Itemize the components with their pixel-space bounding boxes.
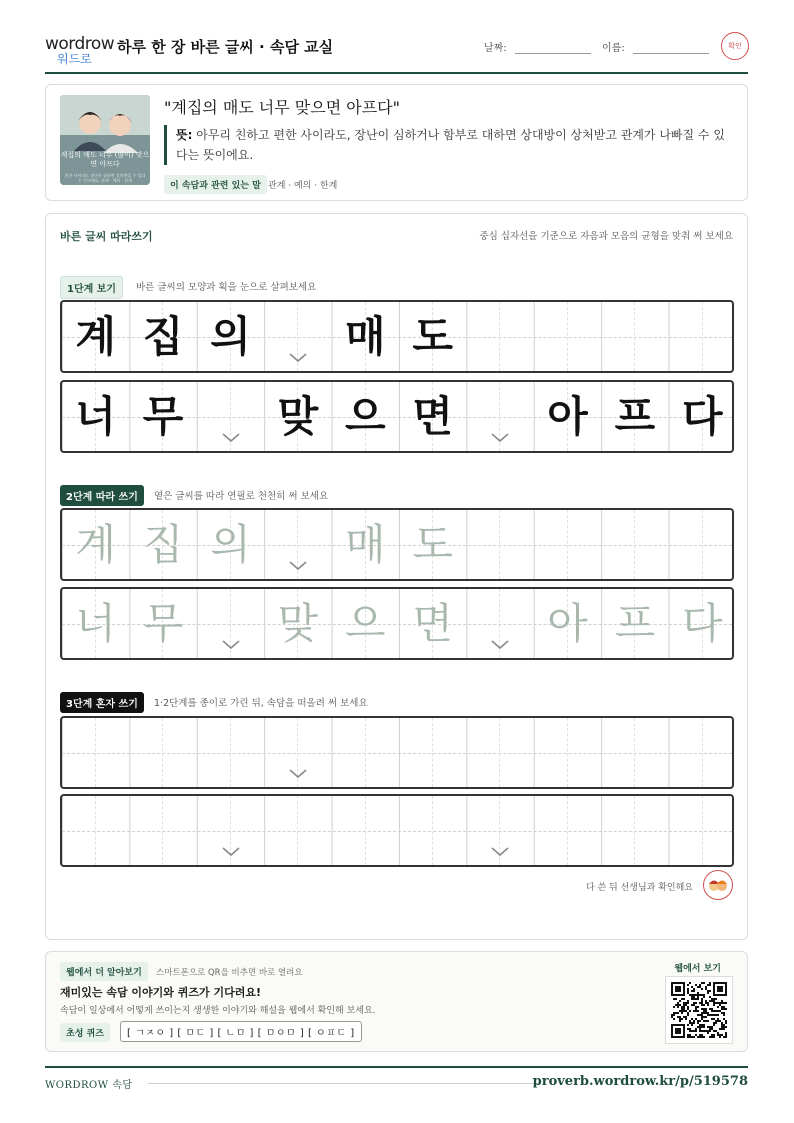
- guide-vline: [432, 718, 433, 787]
- spacing-chevron-icon: [288, 560, 308, 572]
- practice-char: 으: [345, 599, 386, 648]
- guide-vline: [567, 302, 568, 371]
- grid-cell: [534, 302, 601, 371]
- grid-cell[interactable]: [399, 718, 466, 787]
- practice-char: 계: [75, 312, 116, 361]
- grid-cell[interactable]: [399, 796, 466, 865]
- step1-row-2: [60, 380, 734, 453]
- step2-row-1[interactable]: [60, 508, 734, 581]
- spacing-chevron-icon: [490, 639, 510, 651]
- practice-char: 집: [142, 312, 184, 361]
- grid-cell[interactable]: [264, 796, 331, 865]
- kids-icon: [707, 874, 729, 896]
- web-description: 속담이 일상에서 어떻게 쓰이는지 생생한 이야기와 해설을 웹에서 확인해 보세요.: [60, 1006, 376, 1016]
- grid-cell[interactable]: [669, 510, 734, 579]
- date-field[interactable]: [484, 39, 591, 54]
- practice-char: 맞: [277, 392, 319, 441]
- web-section: [45, 951, 748, 1052]
- spacing-chevron-icon: [288, 352, 308, 364]
- logo-text: wordrow: [45, 34, 115, 54]
- logo-subtext: 워드로: [57, 52, 92, 66]
- qr-code-icon[interactable]: [665, 976, 733, 1044]
- proverb-card: [45, 84, 748, 201]
- spacing-chevron-icon: [288, 768, 308, 780]
- grid-cell[interactable]: [197, 718, 264, 787]
- name-field[interactable]: [602, 39, 709, 54]
- grid-cell: [466, 302, 533, 371]
- practice-char: 도: [412, 312, 453, 361]
- practice-char: 의: [210, 520, 251, 569]
- practice-char: 너: [75, 599, 116, 648]
- date-label: 날짜:: [484, 43, 507, 54]
- qr-title: 웹에서 보기: [674, 964, 721, 974]
- guide-vline: [702, 302, 703, 371]
- step3-desc: 1·2단계를 종이로 가린 뒤, 속담을 떠올려 써 보세요: [154, 698, 368, 709]
- practice-panel: [45, 213, 748, 940]
- meaning-label: 뜻:: [176, 128, 193, 142]
- guide-vline: [95, 718, 96, 787]
- guide-vline: [567, 796, 568, 865]
- practice-char: 도: [412, 520, 453, 569]
- practice-title: 바른 글씨 따라쓰기: [60, 230, 153, 243]
- spacing-chevron-icon: [490, 432, 510, 444]
- illustration-subcaption: 친한 사이라도 장난이 심하면 상처받을 수 있다는 뜻이에요. 관계 · 예의 · 한계: [64, 173, 146, 183]
- practice-char: 맞: [277, 599, 319, 648]
- practice-char: 너: [75, 392, 116, 441]
- guide-vline: [162, 718, 163, 787]
- step1-desc: 바른 글씨의 모양과 획을 눈으로 살펴보세요: [136, 282, 317, 293]
- grid-cell[interactable]: [332, 796, 399, 865]
- practice-char: 의: [210, 312, 251, 361]
- guide-vline: [567, 510, 568, 579]
- proverb-illustration: [60, 95, 150, 185]
- grid-cell[interactable]: [466, 718, 533, 787]
- grid-cell[interactable]: [601, 510, 668, 579]
- practice-char: 무: [142, 599, 184, 648]
- guide-vline: [95, 796, 96, 865]
- guide-vline: [365, 718, 366, 787]
- page-title: 하루 한 장 바른 글씨 · 속담 교실: [117, 38, 334, 56]
- guide-vline: [634, 796, 635, 865]
- grid-cell: [601, 302, 668, 371]
- step3-row-2[interactable]: [60, 794, 734, 867]
- guide-vline: [702, 796, 703, 865]
- quiz-hints: [ ㄱㅈㅇ ] [ ㅁㄷ ] [ ㄴㅁ ] [ ㅁㅇㅁ ] [ ㅇㅍㄷ ]: [120, 1021, 362, 1042]
- practice-char: 프: [614, 599, 656, 648]
- practice-char: 무: [142, 392, 184, 441]
- spacing-chevron-icon: [490, 846, 510, 858]
- grid-cell[interactable]: [129, 796, 196, 865]
- practice-char: 프: [614, 392, 656, 441]
- web-sub: 스마트폰으로 QR을 비추면 바로 열려요: [156, 968, 303, 978]
- spacing-chevron-icon: [221, 846, 241, 858]
- step1-row-1: [60, 300, 734, 373]
- name-label: 이름:: [602, 43, 625, 54]
- meaning-text: 아무리 친하고 편한 사이라도, 장난이 심하거나 함부로 대하면 상대방이 상처받고 관계가 나빠질 수 있다는 뜻이에요.: [176, 128, 725, 162]
- date-line[interactable]: [515, 42, 591, 54]
- step1-label: 1단계 보기: [60, 276, 123, 299]
- guide-vline: [634, 302, 635, 371]
- grid-cell[interactable]: [62, 796, 129, 865]
- guide-vline: [162, 796, 163, 865]
- footer-divider: [148, 1083, 540, 1084]
- guide-vline: [499, 718, 500, 787]
- quiz-label: 초성 퀴즈: [60, 1023, 110, 1042]
- related-tags: 관계 · 예의 · 한계: [268, 181, 338, 191]
- guide-vline: [297, 796, 298, 865]
- practice-note: 중심 십자선을 기준으로 자음과 모음의 균형을 맞춰 써 보세요: [479, 231, 733, 242]
- grid-cell[interactable]: [466, 510, 533, 579]
- guide-vline: [230, 718, 231, 787]
- grid-cell: [669, 302, 734, 371]
- footer-url[interactable]: proverb.wordrow.kr/p/519578: [532, 1074, 748, 1089]
- grid-cell[interactable]: [669, 718, 734, 787]
- step3-label: 3단계 혼자 쓰기: [60, 692, 144, 713]
- spacing-chevron-icon: [221, 432, 241, 444]
- practice-char: 면: [412, 599, 453, 648]
- practice-char: 면: [412, 392, 453, 441]
- footer-rule: [45, 1066, 748, 1068]
- grid-cell[interactable]: [62, 718, 129, 787]
- practice-char: 으: [345, 392, 386, 441]
- illustration-icon: [60, 95, 150, 185]
- practice-char: 매: [345, 312, 386, 361]
- proverb-title: "계집의 매도 너무 맞으면 아프다": [164, 98, 400, 117]
- guide-vline: [702, 510, 703, 579]
- grid-cell[interactable]: [332, 718, 399, 787]
- grid-cell[interactable]: [534, 796, 601, 865]
- teacher-note: 다 쓴 뒤 선생님과 확인해요: [585, 883, 693, 893]
- illustration-caption: 계집의 매도 너무 (많이) 맞으면 아프다: [60, 151, 150, 168]
- practice-char: 다: [682, 599, 723, 648]
- guide-vline: [567, 718, 568, 787]
- guide-vline: [499, 510, 500, 579]
- step3-row-1[interactable]: [60, 716, 734, 789]
- guide-vline: [365, 796, 366, 865]
- web-label: 웹에서 더 알아보기: [60, 962, 148, 981]
- grid-cell[interactable]: [534, 510, 601, 579]
- page-header: [45, 30, 748, 74]
- grid-cell[interactable]: [601, 796, 668, 865]
- grid-cell[interactable]: [669, 796, 734, 865]
- guide-vline: [634, 510, 635, 579]
- footer-brand: WORDROW 속담: [45, 1080, 133, 1091]
- spacing-chevron-icon: [221, 639, 241, 651]
- guide-vline: [499, 302, 500, 371]
- grid-cell[interactable]: [534, 718, 601, 787]
- practice-char: 다: [682, 392, 723, 441]
- confirm-stamp-icon: [721, 32, 749, 60]
- practice-char: 아: [547, 392, 588, 441]
- practice-char: 아: [547, 599, 588, 648]
- name-line[interactable]: [633, 42, 709, 54]
- practice-char: 계: [75, 520, 116, 569]
- step2-label: 2단계 따라 쓰기: [60, 485, 144, 506]
- guide-vline: [634, 718, 635, 787]
- stamp-text: 확인: [728, 42, 742, 50]
- step2-desc: 옅은 글씨를 따라 연필로 천천히 써 보세요: [154, 491, 329, 502]
- guide-vline: [432, 796, 433, 865]
- related-label: 이 속담과 관련 있는 말: [164, 175, 267, 194]
- grid-cell[interactable]: [129, 718, 196, 787]
- guide-vline: [702, 718, 703, 787]
- grid-cell[interactable]: [601, 718, 668, 787]
- step2-row-2[interactable]: [60, 587, 734, 660]
- web-headline: 재미있는 속담 이야기와 퀴즈가 기다려요!: [60, 986, 261, 999]
- qr-pattern: [671, 982, 727, 1038]
- practice-char: 매: [345, 520, 386, 569]
- proverb-meaning: [164, 125, 734, 165]
- teacher-stamp-icon: [703, 870, 733, 900]
- practice-char: 집: [142, 520, 184, 569]
